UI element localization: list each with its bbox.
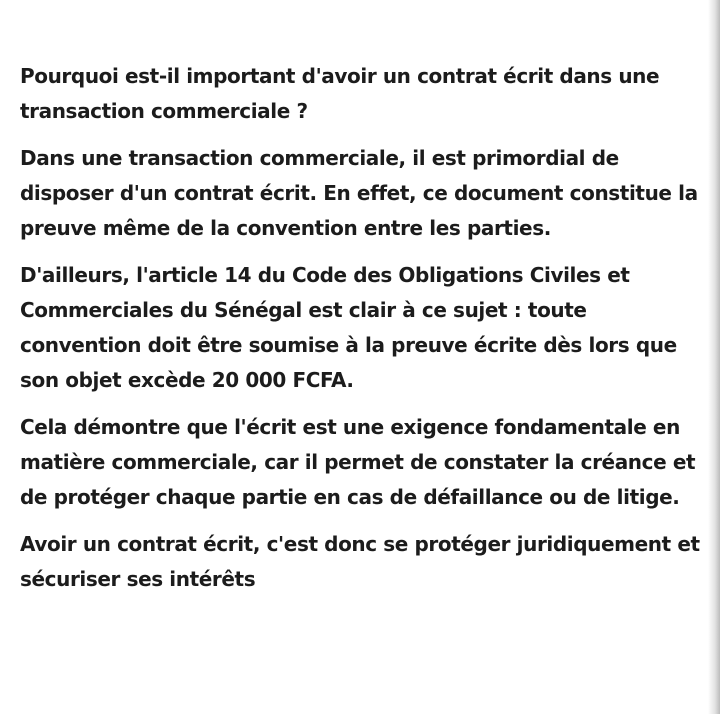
paragraph-legal-basis: D'ailleurs, l'article 14 du Code des Obligations Civiles et Commerciales du Sénégal est clair à ce sujet : toute convention doit être soumise à la preuve écrite dès lors que son objet excède 20 000 FCFA. (20, 263, 677, 392)
paragraph-fundamental-requirement: Cela démontre que l'écrit est une exigence fondamentale en matière commerciale, car il permet de constater la créance et de protéger chaque partie en cas de défaillance ou de litige. (20, 415, 696, 509)
page-edge-shadow (708, 0, 720, 714)
paragraph-conclusion: Avoir un contrat écrit, c'est donc se protéger juridiquement et sécuriser ses intérêts (20, 532, 700, 591)
question-heading: Pourquoi est-il important d'avoir un contrat écrit dans une transaction commerciale ? (20, 64, 660, 123)
document-body (20, 59, 708, 609)
paragraph-importance: Dans une transaction commerciale, il est primordial de disposer d'un contrat écrit. En effet, ce document constitue la preuve même de la convention entre les parties. (20, 146, 698, 240)
